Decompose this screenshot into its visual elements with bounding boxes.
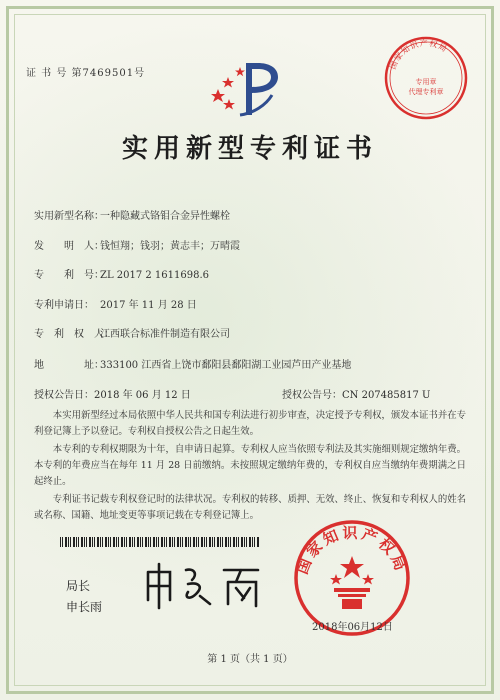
field-label: 专 利 权 人：: [34, 329, 114, 340]
patent-office-emblem-icon: [200, 55, 290, 120]
field-label: 专利申请日：: [34, 300, 94, 311]
field-label: 地 址：: [34, 360, 104, 371]
field-value: 江西联合标准件制造有限公司: [100, 329, 230, 340]
seal-text: 国家知识产权局: [292, 523, 411, 577]
grant-pub-label: 授权公告号：: [282, 390, 342, 401]
field-inventors: [34, 237, 240, 252]
field-value: 333100 江西省上饶市鄱阳县鄱阳湖工业园芦田产业基地: [100, 360, 352, 371]
top-stamp-text: 国家知识产权局: [388, 38, 449, 71]
certificate-title: 实用新型专利证书: [121, 134, 378, 164]
field-patent-number: [34, 266, 209, 281]
field-utility-model-name: [34, 207, 230, 222]
director-name: 申长雨: [66, 600, 103, 614]
grant-date: [34, 386, 191, 401]
paragraph-3: 专利证书记载专利权登记时的法律状况。专利权的转移、质押、无效、终止、恢复和专利权人的姓名或名称、国籍、地址变更等事项记载在专利登记簿上。: [34, 494, 466, 521]
seal-date: 2018年06月12日: [312, 622, 393, 633]
agency-seal-stamp-icon: [382, 34, 470, 122]
field-application-date: [34, 296, 197, 311]
field-address: [34, 356, 351, 371]
paragraph-2: 本专利的专利权期限为十年，自申请日起算。专利权人应当依照专利法及其实施细则规定缴纳年费。本专利的年费应当在每年 11 月 28 日前缴纳。未按照规定缴纳年费的，专利权自应当缴纳年费期满之日起终止。: [34, 444, 466, 487]
field-label: 专 利 号：: [34, 270, 104, 281]
field-value: 钱恒翔；钱羽；黄志丰；万晴霞: [100, 241, 240, 252]
grant-date-value: 2018 年 06 月 12 日: [94, 390, 191, 401]
field-value: 2017 年 11 月 28 日: [100, 300, 197, 311]
field-value: 一种隐藏式铬钼合金异性螺栓: [100, 211, 230, 222]
top-stamp-sub2: 代理专利章: [408, 88, 444, 96]
certificate-number: 证 书 号 第7469501号: [26, 68, 146, 79]
field-value: ZL 2017 2 1611698.6: [100, 270, 210, 281]
top-stamp-sub1: 专用章: [415, 78, 437, 86]
director-title: 局长: [66, 579, 91, 593]
grant-publication-number: [282, 386, 430, 401]
barcode: [60, 537, 260, 547]
grant-date-label: 授权公告日：: [34, 390, 94, 401]
page-number: 第 1 页（共 1 页）: [207, 654, 293, 665]
director-signature: [138, 560, 268, 610]
field-patentee: [34, 325, 230, 340]
field-label: 发 明 人：: [34, 241, 104, 252]
grant-pub-value: CN 207485817 U: [342, 390, 431, 401]
field-label: 实用新型名称：: [34, 211, 104, 222]
paragraph-1: 本实用新型经过本局依照中华人民共和国专利法进行初步审查，决定授予专利权，颁发本证书并在专利登记簿上予以登记。专利权自授权公告之日起生效。: [34, 410, 466, 437]
